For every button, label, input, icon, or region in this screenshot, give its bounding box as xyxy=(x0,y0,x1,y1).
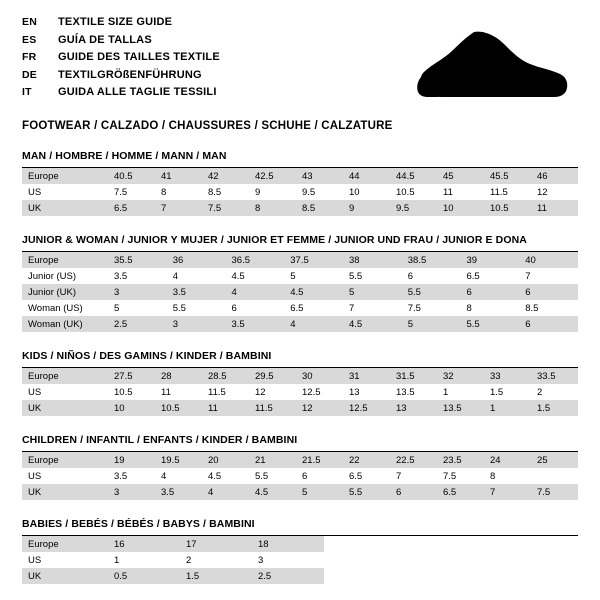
size-table-title: BABIES / BEBÉS / BÉBÉS / BABYS / BAMBINI xyxy=(22,518,578,536)
table-row xyxy=(22,536,578,552)
size-cell: 33.5 xyxy=(531,368,578,384)
size-cell: 5.5 xyxy=(402,284,461,300)
size-table-title: KIDS / NIÑOS / DES GAMINS / KINDER / BAMBINI xyxy=(22,350,578,368)
table-row xyxy=(22,484,578,500)
size-cell: 19 xyxy=(108,452,155,468)
size-cell: 9 xyxy=(255,186,261,198)
size-cell: 7.5 xyxy=(531,484,578,500)
size-table-block xyxy=(22,518,578,584)
size-cell: 10 xyxy=(349,186,360,198)
size-cell: 42.5 xyxy=(249,168,296,184)
size-cell: 8 xyxy=(490,470,496,482)
size-cell: 6 xyxy=(390,484,437,500)
size-cell: 32 xyxy=(437,368,484,384)
size-cell: 10 xyxy=(108,400,155,416)
table-row xyxy=(22,200,578,216)
size-cell: 16 xyxy=(108,536,180,552)
row-label: US xyxy=(28,554,42,566)
size-table xyxy=(22,452,578,500)
size-cell: 12.5 xyxy=(343,400,390,416)
size-cell: 35.5 xyxy=(108,252,167,268)
size-cell: 22 xyxy=(343,452,390,468)
size-cell: 36 xyxy=(167,252,226,268)
size-cell: 20 xyxy=(202,452,249,468)
size-cell: 10 xyxy=(437,200,484,216)
size-cell: 3.5 xyxy=(155,484,202,500)
filler-cell xyxy=(324,536,578,552)
table-row xyxy=(22,400,578,416)
size-cell: 8 xyxy=(249,200,296,216)
size-cell: 33 xyxy=(484,368,531,384)
size-table-block xyxy=(22,350,578,416)
size-cell: 5 xyxy=(296,484,343,500)
size-cell: 5.5 xyxy=(349,270,363,282)
row-label: Europe xyxy=(22,368,108,384)
footwear-section-title: FOOTWEAR / CALZADO / CHAUSSURES / SCHUHE / CALZATURE xyxy=(22,120,393,132)
size-cell: 3.5 xyxy=(114,470,128,482)
table-row xyxy=(22,300,578,316)
size-cell: 10.5 xyxy=(484,200,531,216)
size-cell: 30 xyxy=(296,368,343,384)
size-cell: 27.5 xyxy=(108,368,155,384)
language-title: TEXTILE SIZE GUIDE xyxy=(58,16,173,28)
size-cell: 39 xyxy=(461,252,520,268)
size-cell: 11 xyxy=(161,386,171,398)
table-row xyxy=(22,384,578,400)
row-label: Europe xyxy=(22,168,108,184)
language-code: IT xyxy=(22,86,32,98)
size-cell: 12 xyxy=(537,186,548,198)
size-cell: 23.5 xyxy=(437,452,484,468)
language-title: GUIDE DES TAILLES TEXTILE xyxy=(58,51,220,63)
table-row xyxy=(22,452,578,468)
language-code: EN xyxy=(22,16,37,28)
row-label: Woman (US) xyxy=(28,302,83,314)
size-table xyxy=(22,252,578,332)
size-cell: 5.5 xyxy=(172,302,186,314)
size-cell: 13 xyxy=(390,400,437,416)
size-cell: 2.5 xyxy=(108,316,167,332)
size-table-block xyxy=(22,234,578,332)
size-table xyxy=(22,368,578,416)
size-cell: 31.5 xyxy=(390,368,437,384)
row-label: UK xyxy=(22,568,108,584)
size-cell: 7 xyxy=(396,470,402,482)
size-table-block xyxy=(22,150,578,216)
language-code: ES xyxy=(22,33,37,46)
row-label: UK xyxy=(22,484,108,500)
size-cell: 1.5 xyxy=(180,568,252,584)
size-cell: 4.5 xyxy=(249,484,296,500)
size-cell: 40 xyxy=(519,252,578,268)
size-cell: 3 xyxy=(108,484,155,500)
table-row xyxy=(22,284,578,300)
size-cell: 6.5 xyxy=(437,484,484,500)
table-row xyxy=(22,268,578,284)
document-header xyxy=(22,16,578,108)
table-row xyxy=(22,568,578,584)
size-cell: 4 xyxy=(172,270,179,282)
size-cell: 25 xyxy=(531,452,578,468)
size-cell: 9 xyxy=(343,200,390,216)
language-code: DE xyxy=(22,68,37,81)
size-cell: 11 xyxy=(202,400,249,416)
size-cell: 0.5 xyxy=(108,568,180,584)
row-label: UK xyxy=(22,200,108,216)
size-cell: 3.5 xyxy=(114,270,128,282)
size-cell: 2 xyxy=(186,554,192,566)
size-cell: 45 xyxy=(437,168,484,184)
table-row xyxy=(22,252,578,268)
size-tables-container xyxy=(22,150,578,584)
row-label: Junior (US) xyxy=(28,270,77,282)
row-label: Woman (UK) xyxy=(22,316,108,332)
size-cell: 4.5 xyxy=(343,316,402,332)
table-row xyxy=(22,316,578,332)
size-cell: 7.5 xyxy=(114,186,128,198)
size-cell: 7.5 xyxy=(202,200,249,216)
size-cell: 7.5 xyxy=(407,302,421,314)
size-cell: 1.5 xyxy=(490,386,504,398)
size-cell: 6 xyxy=(231,302,237,314)
size-cell: 38 xyxy=(343,252,402,268)
row-label: UK xyxy=(22,400,108,416)
size-cell: 4.5 xyxy=(208,470,222,482)
row-label: Europe xyxy=(22,536,108,552)
size-cell: 44.5 xyxy=(390,168,437,184)
size-cell: 13 xyxy=(349,386,360,398)
size-cell: 6 xyxy=(519,316,578,332)
size-cell: 4 xyxy=(226,284,285,300)
size-table xyxy=(22,168,578,216)
size-cell: 8 xyxy=(161,186,167,198)
size-cell: 5.5 xyxy=(343,484,390,500)
language-title: TEXTILGRÖßENFÜHRUNG xyxy=(58,68,202,81)
filler-cell xyxy=(324,552,578,568)
size-cell: 8.5 xyxy=(296,200,343,216)
size-cell: 43 xyxy=(296,168,343,184)
size-cell: 44 xyxy=(343,168,390,184)
size-cell: 3.5 xyxy=(167,284,226,300)
language-code: FR xyxy=(22,51,37,63)
size-cell: 17 xyxy=(180,536,252,552)
size-cell: 3 xyxy=(108,284,167,300)
size-cell: 11 xyxy=(531,200,578,216)
size-cell: 1 xyxy=(484,400,531,416)
size-cell: 28 xyxy=(155,368,202,384)
size-cell: 21.5 xyxy=(296,452,343,468)
size-cell: 11 xyxy=(443,186,453,198)
size-cell: 46 xyxy=(531,168,578,184)
size-cell: 29.5 xyxy=(249,368,296,384)
row-label: US xyxy=(28,186,42,198)
size-cell: 6 xyxy=(302,470,308,482)
size-cell: 7 xyxy=(155,200,202,216)
size-cell: 7.5 xyxy=(443,470,457,482)
size-cell: 9.5 xyxy=(302,186,316,198)
row-label: US xyxy=(28,470,42,482)
size-table-title: MAN / HOMBRE / HOMME / MANN / MAN xyxy=(22,150,578,168)
language-title: GUIDA ALLE TAGLIE TESSILI xyxy=(58,86,217,98)
size-cell: 12 xyxy=(255,386,266,398)
size-cell: 7 xyxy=(484,484,531,500)
size-table xyxy=(22,536,578,584)
size-cell: 3.5 xyxy=(226,316,285,332)
size-cell: 5 xyxy=(290,270,296,282)
size-cell: 4 xyxy=(284,316,343,332)
size-cell: 3 xyxy=(258,554,264,566)
size-table-title: JUNIOR & WOMAN / JUNIOR Y MUJER / JUNIOR ET FEMME / JUNIOR UND FRAU / JUNIOR E DONA xyxy=(22,234,578,252)
size-cell: 3 xyxy=(167,316,226,332)
language-title: GUÍA DE TALLAS xyxy=(58,33,152,46)
size-cell: 12.5 xyxy=(302,386,321,398)
size-cell: 2 xyxy=(537,386,543,398)
size-cell: 6.5 xyxy=(349,470,363,482)
size-cell: 8.5 xyxy=(525,302,539,314)
size-cell: 6 xyxy=(407,270,414,282)
size-table-block xyxy=(22,434,578,500)
table-row xyxy=(22,168,578,184)
size-cell: 4.5 xyxy=(284,284,343,300)
row-label: Junior (UK) xyxy=(22,284,108,300)
size-cell: 8 xyxy=(466,302,472,314)
size-cell: 1.5 xyxy=(531,400,578,416)
size-cell: 10.5 xyxy=(155,400,202,416)
size-cell: 13.5 xyxy=(437,400,484,416)
size-cell: 6.5 xyxy=(466,270,480,282)
size-cell: 5 xyxy=(114,302,120,314)
table-row xyxy=(22,468,578,484)
size-cell: 6.5 xyxy=(290,302,304,314)
size-cell: 6.5 xyxy=(108,200,155,216)
size-cell: 6 xyxy=(519,284,578,300)
table-row xyxy=(22,368,578,384)
row-label: US xyxy=(28,386,42,398)
size-cell: 1 xyxy=(443,386,449,398)
row-label: Europe xyxy=(22,252,108,268)
table-row xyxy=(22,552,578,568)
size-cell: 18 xyxy=(252,536,324,552)
size-cell: 5.5 xyxy=(255,470,269,482)
size-cell: 7 xyxy=(349,302,355,314)
size-cell: 5 xyxy=(402,316,461,332)
size-cell: 37.5 xyxy=(284,252,343,268)
size-cell: 11.5 xyxy=(249,400,296,416)
size-cell: 10.5 xyxy=(396,186,415,198)
size-cell: 36.5 xyxy=(226,252,285,268)
size-cell: 28.5 xyxy=(202,368,249,384)
size-cell: 5.5 xyxy=(461,316,520,332)
size-cell: 11.5 xyxy=(490,186,508,198)
filler-cell xyxy=(324,568,578,584)
size-cell: 38.5 xyxy=(402,252,461,268)
size-cell: 19.5 xyxy=(155,452,202,468)
size-cell: 4.5 xyxy=(231,270,245,282)
size-cell: 22.5 xyxy=(390,452,437,468)
size-cell: 6 xyxy=(461,284,520,300)
size-cell: 40.5 xyxy=(108,168,155,184)
size-cell xyxy=(531,468,578,484)
size-cell: 13.5 xyxy=(396,386,415,398)
size-cell: 4 xyxy=(202,484,249,500)
size-cell: 5 xyxy=(343,284,402,300)
size-cell: 12 xyxy=(296,400,343,416)
size-cell: 10.5 xyxy=(114,386,133,398)
size-cell: 42 xyxy=(202,168,249,184)
size-cell: 2.5 xyxy=(252,568,324,584)
size-cell: 4 xyxy=(161,470,167,482)
dress-shoe-icon xyxy=(378,26,568,104)
size-cell: 41 xyxy=(155,168,202,184)
size-cell: 9.5 xyxy=(390,200,437,216)
size-cell: 8.5 xyxy=(208,186,222,198)
size-cell: 21 xyxy=(249,452,296,468)
table-row xyxy=(22,184,578,200)
row-label: Europe xyxy=(22,452,108,468)
size-cell: 1 xyxy=(114,554,120,566)
size-cell: 31 xyxy=(343,368,390,384)
size-cell: 45.5 xyxy=(484,168,531,184)
size-cell: 7 xyxy=(525,270,531,282)
size-cell: 11.5 xyxy=(208,386,226,398)
size-table-title: CHILDREN / INFANTIL / ENFANTS / KINDER / BAMBINI xyxy=(22,434,578,452)
size-cell: 24 xyxy=(484,452,531,468)
